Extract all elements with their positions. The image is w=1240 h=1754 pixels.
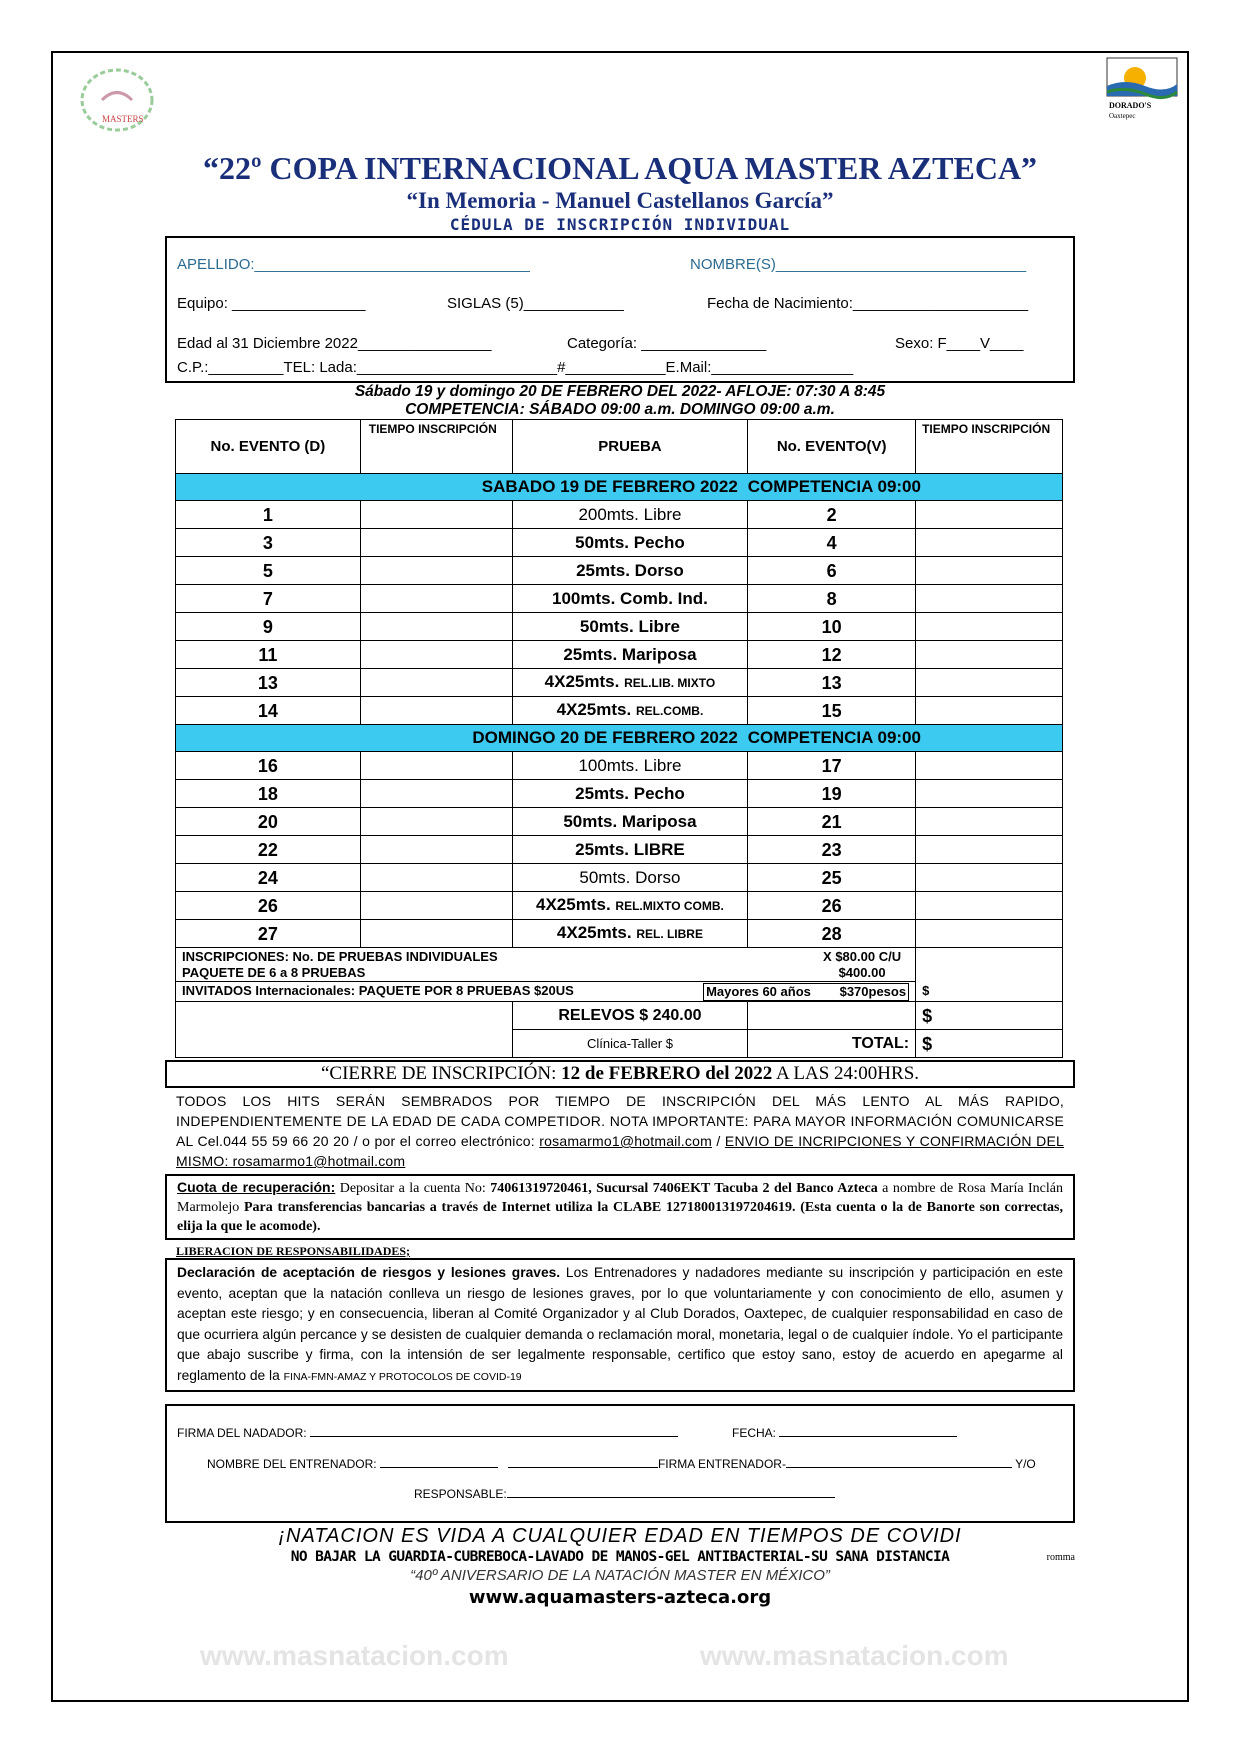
siglas-field[interactable]: SIGLAS (5)____________ (447, 295, 624, 312)
fee-row-relevos (176, 1002, 1063, 1030)
prueba-cell (512, 501, 748, 529)
prueba-name: 25mts. Dorso (576, 560, 684, 580)
fee-package-price: $400.00 (838, 964, 886, 980)
deadline-time: A LAS 24:00HRS. (772, 1063, 920, 1084)
cuota-label: Cuota de recuperación: (177, 1179, 336, 1195)
prueba-cell (512, 529, 748, 557)
entrenador-line-2[interactable] (508, 1467, 658, 1468)
event-number-d: 22 (176, 836, 361, 864)
lower-section (165, 419, 1075, 1609)
deadline-date: 12 de FEBRERO del 2022 (561, 1063, 773, 1084)
svg-text:DORADO'S: DORADO'S (1109, 101, 1152, 110)
payment-info-box (165, 1174, 1075, 1240)
svg-text:Oaxtepec: Oaxtepec (1109, 112, 1136, 120)
event-number-d: 7 (176, 585, 361, 613)
prueba-cell (512, 920, 748, 948)
firma-entrenador-label: FIRMA ENTRENADOR- (657, 1457, 786, 1471)
masters-laurel-logo (62, 60, 182, 140)
svg-text:MASTERS: MASTERS (102, 114, 144, 124)
schedule-line-2: COMPETENCIA: SÁBADO 09:00 a.m. DOMINGO 09:00 a.m. (405, 401, 835, 418)
table-row (176, 920, 1063, 948)
tiempo-input-d[interactable] (360, 864, 512, 892)
author-tag: romma (1046, 1552, 1075, 1563)
event-number-v: 4 (748, 529, 916, 557)
event-number-d: 9 (176, 613, 361, 641)
tiempo-input-v[interactable] (916, 613, 1063, 641)
prueba-name: 4X25mts. (556, 923, 632, 942)
tiempo-input-d[interactable] (360, 557, 512, 585)
fee-international-label: INVITADOS Internacionales: PAQUETE POR 8 PRUEBAS $20US (182, 982, 574, 998)
note-text: TODOS LOS HITS SERÁN SEMBRADOS POR TIEMPO DE INSCRIPCIÓN DEL MÁS LENTO AL MÁS RAPIDO, INDEPENDIENTEMENTE DE LA EDAD DE CADA COMPETIDOR. NOTA IMPORTANTE: PARA MAYOR INFORMACIÓN COMUNICARSE AL Cel.044 55 59 66 20 20 / o por el correo electrónico: (176, 1093, 1064, 1149)
day-header-row (176, 474, 1063, 501)
prueba-cell (512, 780, 748, 808)
prueba-name: 4X25mts. (556, 700, 632, 719)
fee-row-individual (176, 948, 1063, 982)
prueba-cell (512, 669, 748, 697)
table-row (176, 585, 1063, 613)
prueba-cell (512, 892, 748, 920)
col-header-tiempo: TIEMPO INSCRIPCIÓN (916, 420, 1063, 474)
equipo-field[interactable]: Equipo: ________________ (177, 295, 366, 312)
tiempo-input-d[interactable] (360, 752, 512, 780)
competition-time: COMPETENCIA 09:00 (748, 725, 1063, 752)
firma-nadador-line[interactable] (310, 1436, 678, 1437)
event-number-v: 8 (748, 585, 916, 613)
prueba-relay-type: REL.MIXTO COMB. (615, 899, 724, 913)
prueba-cell (512, 557, 748, 585)
prueba-name: 25mts. LIBRE (575, 839, 685, 859)
seeding-note (176, 1091, 1064, 1171)
event-number-v: 10 (748, 613, 916, 641)
cuota-name: a nombre de Rosa María Inclán Marmolejo (177, 1181, 1064, 1215)
tiempo-input-d[interactable] (360, 920, 512, 948)
prueba-cell (512, 585, 748, 613)
table-row (176, 641, 1063, 669)
table-row (176, 864, 1063, 892)
event-number-d: 14 (176, 697, 361, 725)
firma-nadador-label: FIRMA DEL NADADOR: (177, 1426, 307, 1440)
table-row (176, 697, 1063, 725)
event-number-v: 2 (748, 501, 916, 529)
table-row (176, 780, 1063, 808)
tiempo-input-v[interactable] (916, 780, 1063, 808)
email-link[interactable]: rosamarmo1@hotmail.com (539, 1133, 712, 1149)
tiempo-input-v[interactable] (916, 808, 1063, 836)
tiempo-input-d[interactable] (360, 836, 512, 864)
event-number-d: 20 (176, 808, 361, 836)
page-subtitle: “In Memoria - Manuel Castellanos García” (406, 188, 834, 213)
tiempo-input-d[interactable] (360, 808, 512, 836)
signature-box (165, 1404, 1075, 1523)
fee-seniors-label: Mayores 60 años (706, 983, 811, 999)
prueba-cell (512, 641, 748, 669)
event-number-d: 1 (176, 501, 361, 529)
registration-deadline (165, 1060, 1075, 1088)
watermark: www.masnatacion.com (200, 1640, 509, 1671)
covid-guidelines-line (165, 1548, 1075, 1566)
watermark: www.masnatacion.com (700, 1640, 1009, 1671)
declaration-text: Los Entrenadores y nadadores mediante su inscripción y participación en este evento, aceptan que la natación conlleva un riesgo de lesiones graves, por lo que voluntariamente y con conocimiento de ello, asumen y aceptan este riesgo; y en consecuencia, liberan al Comité Organizador y al Club Dorados, Oaxtepec, de cualquier responsabilidad en caso de que ocurriera algún percance y se desisten de cualquier demanda o reclamación moral, monetaria, legal o de cualquier índole. Yo el participante que abajo suscribe y firma, con la intensión de ser legalmente responsable, certifico que estoy sano, estoy de acuerdo en apegarme al reglamento de la (177, 1265, 1064, 1383)
covid-slogan: ¡NATACION ES VIDA A CUALQUIER EDAD EN TIEMPOS DE COVIDI (278, 1525, 962, 1547)
liability-heading: LIBERACION DE RESPONSABILIDADES; (176, 1244, 411, 1258)
fecha-line[interactable] (779, 1436, 957, 1437)
table-row (176, 501, 1063, 529)
tiempo-input-v[interactable] (916, 669, 1063, 697)
tiempo-input-d[interactable] (360, 641, 512, 669)
event-number-d: 26 (176, 892, 361, 920)
relevos-input[interactable] (748, 1002, 916, 1030)
prueba-name: 4X25mts. (544, 672, 620, 691)
tiempo-input-v[interactable] (916, 892, 1063, 920)
tiempo-input-d[interactable] (360, 613, 512, 641)
prueba-name: 100mts. Comb. Ind. (552, 588, 708, 608)
dollar-sign: $ (922, 1005, 933, 1026)
envio-email-link[interactable]: ENVIO DE INCRIPCIONES Y CONFIRMACIÓN DEL MISMO: rosamarmo1@hotmail.com (176, 1133, 1064, 1169)
fecha-label: FECHA: (732, 1426, 777, 1440)
tiempo-input-v[interactable] (916, 585, 1063, 613)
prueba-relay-type: REL. LIBRE (636, 927, 703, 941)
event-number-v: 19 (748, 780, 916, 808)
tiempo-input-v[interactable] (916, 501, 1063, 529)
clinica-label: Clínica-Taller $ (512, 1030, 748, 1058)
declaration-title: Declaración de aceptación de riesgos y lesiones graves. (177, 1265, 561, 1280)
prueba-cell (512, 613, 748, 641)
event-number-v: 23 (748, 836, 916, 864)
total-label: TOTAL: (748, 1030, 916, 1058)
prueba-name: 50mts. Dorso (579, 867, 681, 887)
col-header-tiempo: TIEMPO INSCRIPCIÓN (360, 420, 512, 474)
event-number-d: 16 (176, 752, 361, 780)
table-row (176, 557, 1063, 585)
entrenador-line[interactable] (380, 1467, 498, 1468)
prueba-name: 50mts. Libre (579, 616, 681, 636)
liability-declaration (165, 1258, 1075, 1392)
club-dorados-logo (1105, 56, 1180, 122)
event-number-d: 18 (176, 780, 361, 808)
firma-entrenador-line[interactable] (786, 1467, 1012, 1468)
nombre-field[interactable]: NOMBRE(S)______________________________ (690, 256, 1027, 273)
event-number-v: 12 (748, 641, 916, 669)
tiempo-input-v[interactable] (916, 641, 1063, 669)
event-number-d: 13 (176, 669, 361, 697)
day-header-row (176, 725, 1063, 752)
tiempo-input-d[interactable] (360, 501, 512, 529)
tiempo-input-v[interactable] (916, 557, 1063, 585)
col-header-evento-d: No. EVENTO (D) (176, 420, 361, 474)
prueba-name: 25mts. Pecho (575, 783, 685, 803)
event-number-d: 27 (176, 920, 361, 948)
table-row (176, 669, 1063, 697)
prueba-relay-type: REL.LIB. MIXTO (624, 676, 716, 690)
prueba-cell (512, 697, 748, 725)
tiempo-input-v[interactable] (916, 864, 1063, 892)
covid-guidelines: NO BAJAR LA GUARDIA-CUBREBOCA-LAVADO DE MANOS-GEL ANTIBACTERIAL-SU SANA DISTANCIA (290, 1549, 950, 1565)
edad-field[interactable]: Edad al 31 Diciembre 2022________________ (177, 335, 492, 352)
competition-time: COMPETENCIA 09:00 (748, 474, 1063, 501)
event-number-v: 13 (748, 669, 916, 697)
sexo-field[interactable]: Sexo: F____V____ (895, 335, 1024, 352)
registrant-info-box (165, 236, 1075, 383)
event-number-d: 11 (176, 641, 361, 669)
anniversary-text: “40º ANIVERSARIO DE LA NATACIÓN MASTER EN MÉXICO” (410, 1567, 830, 1584)
tiempo-input-d[interactable] (360, 780, 512, 808)
apellido-field[interactable]: APELLIDO:_________________________________ (177, 256, 530, 273)
table-row (176, 613, 1063, 641)
entrenador-label: NOMBRE DEL ENTRENADOR: (207, 1457, 377, 1471)
prueba-cell (512, 752, 748, 780)
tiempo-input-v[interactable] (916, 836, 1063, 864)
fee-individual-price: X $80.00 C/U (823, 948, 902, 964)
prueba-name: 100mts. Libre (578, 755, 682, 775)
clabe-info: Para transferencias bancarias a través de Internet utiliza la CLABE 127180013197204619. (Esta cuenta o la de Banorte son correctas, elija la que le acomode). (177, 1200, 1063, 1234)
tiempo-input-d[interactable] (360, 697, 512, 725)
event-number-v: 17 (748, 752, 916, 780)
fee-individual-label: INSCRIPCIONES: No. DE PRUEBAS INDIVIDUALES (182, 948, 498, 964)
empty-cell (176, 1002, 513, 1058)
event-number-d: 3 (176, 529, 361, 557)
table-row (176, 836, 1063, 864)
table-row (176, 752, 1063, 780)
tiempo-input-v[interactable] (916, 920, 1063, 948)
cuota-text: Depositar a la cuenta No: (335, 1181, 491, 1196)
table-row (176, 892, 1063, 920)
declaration-regulation: FINA-FMN-AMAZ Y PROTOCOLOS DE COVID-19 (283, 1370, 522, 1383)
tiempo-input-v[interactable] (916, 752, 1063, 780)
prueba-name: 200mts. Libre (578, 504, 682, 524)
events-table (175, 419, 1063, 1058)
relevos-label: RELEVOS $ 240.00 (512, 1002, 748, 1030)
fecha-nacimiento-field[interactable]: Fecha de Nacimiento:_____________________ (707, 295, 1029, 312)
schedule-line-1: Sábado 19 y domingo 20 DE FEBRERO DEL 2022- AFLOJE: 07:30 A 8:45 (354, 383, 886, 400)
prueba-cell (512, 864, 748, 892)
responsable-label: RESPONSABLE: (414, 1487, 507, 1501)
fee-amount-cell[interactable] (916, 948, 1063, 1002)
separator: / (711, 1133, 725, 1149)
event-number-v: 6 (748, 557, 916, 585)
table-row (176, 529, 1063, 557)
categoria-field[interactable]: Categoría: _______________ (567, 335, 767, 352)
day-label: SABADO 19 DE FEBRERO 2022 (176, 474, 748, 501)
col-header-evento-v: No. EVENTO(V) (748, 420, 916, 474)
fee-package-label: PAQUETE DE 6 a 8 PRUEBAS (182, 964, 366, 980)
prueba-cell (512, 808, 748, 836)
tiempo-input-d[interactable] (360, 892, 512, 920)
prueba-name: 4X25mts. (536, 895, 611, 914)
prueba-name: 25mts. Mariposa (563, 644, 697, 664)
contact-field[interactable]: C.P.:_________TEL: Lada:________________________#____________E.Mail:_________________ (177, 359, 854, 376)
page-title: “22º COPA INTERNACIONAL AQUA MASTER AZTECA” (202, 150, 1038, 186)
fee-seniors-price: $370pesos (839, 983, 907, 999)
dollar-sign: $ (922, 983, 930, 998)
day-label: DOMINGO 20 DE FEBRERO 2022 (176, 725, 748, 752)
event-number-v: 26 (748, 892, 916, 920)
prueba-relay-type: REL.COMB. (635, 704, 704, 718)
website-link[interactable]: www.aquamasters-azteca.org (468, 1587, 772, 1608)
total-amount[interactable] (916, 1030, 1063, 1058)
event-number-v: 21 (748, 808, 916, 836)
prueba-cell (512, 836, 748, 864)
prueba-name: 50mts. Pecho (575, 532, 685, 552)
tiempo-input-v[interactable] (916, 529, 1063, 557)
tiempo-input-d[interactable] (360, 529, 512, 557)
col-header-prueba: PRUEBA (512, 420, 748, 474)
tiempo-input-d[interactable] (360, 669, 512, 697)
table-header-row (176, 420, 1063, 474)
event-number-v: 15 (748, 697, 916, 725)
form-title: CÉDULA DE INSCRIPCIÓN INDIVIDUAL (449, 215, 791, 234)
event-number-d: 5 (176, 557, 361, 585)
event-number-v: 25 (748, 864, 916, 892)
responsable-line[interactable] (507, 1497, 835, 1498)
table-row (176, 808, 1063, 836)
yo-label: Y/O (1015, 1457, 1036, 1471)
account-number: 74061319720461, Sucursal 7406EKT Tacuba 2 del Banco Azteca (490, 1181, 878, 1196)
deadline-prefix: “CIERRE DE INSCRIPCIÓN: (320, 1063, 562, 1084)
relevos-amount[interactable] (916, 1002, 1063, 1030)
event-number-v: 28 (748, 920, 916, 948)
dollar-sign: $ (922, 1033, 933, 1054)
prueba-name: 50mts. Mariposa (563, 811, 697, 831)
tiempo-input-d[interactable] (360, 585, 512, 613)
event-number-d: 24 (176, 864, 361, 892)
tiempo-input-v[interactable] (916, 697, 1063, 725)
